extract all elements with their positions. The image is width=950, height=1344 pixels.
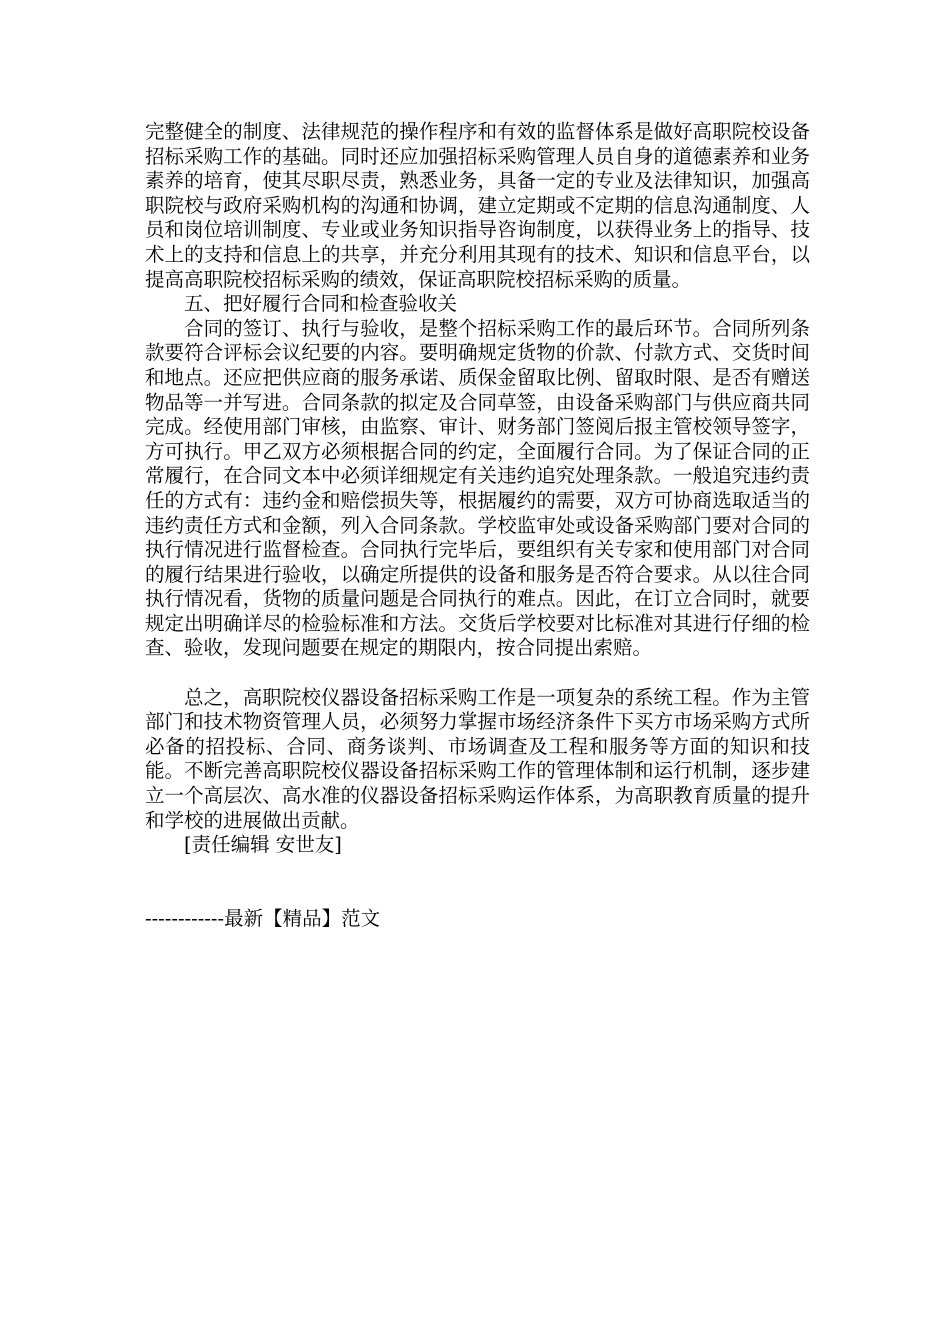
editor-credit: [责任编辑 安世友] xyxy=(184,833,342,857)
section-heading: 五、把好履行合同和检查验收关 xyxy=(184,292,458,316)
footer-text: ------------最新【精品】范文 xyxy=(145,906,381,930)
body-paragraph: 完整健全的制度、法律规范的操作程序和有效的监督体系是做好高职院校设备招标采购工作的基础。同时还应加强招标采购管理人员自身的道德素养和业务素养的培育，使其尽职尽责，熟悉业务，具备一定的专业及法律知识，加强高职院校与政府采购机构的沟通和协调，建立定期或不定期的信息沟通制度、人员和岗位培训制度、专业或业务知识指导咨询制度，以获得业务上的指导、技术上的支持和信息上的共享，并充分利用其现有的技术、知识和信息平台，以提高高职院校招标采购的绩效，保证高职院校招标采购的质量。 xyxy=(145,120,810,291)
document-page xyxy=(145,120,810,931)
body-paragraph: 合同的签订、执行与验收，是整个招标采购工作的最后环节。合同所列条款要符合评标会议纪要的内容。要明确规定货物的价款、付款方式、交货时间和地点。还应把供应商的服务承诺、质保金留取比例、留取时限、是否有赠送物品等一并写进。合同条款的拟定及合同草签，由设备采购部门与供应商共同完成。经使用部门审核，由监察、审计、财务部门签阅后报主管校领导签字，方可执行。甲乙双方必须根据合同的约定，全面履行合同。为了保证合同的正常履行，在合同文本中必须详细规定有关违约追究处理条款。一般追究违约责任的方式有：违约金和赔偿损失等，根据履约的需要，双方可协商选取适当的违约责任方式和金额，列入合同条款。学校监审处或设备采购部门要对合同的执行情况进行监督检查。合同执行完毕后，要组织有关专家和使用部门对合同的履行结果进行验收，以确定所提供的设备和服务是否符合要求。从以往合同执行情况看，货物的质量问题是合同执行的难点。因此，在订立合同时，就要规定出明确详尽的检验标准和方法。交货后学校要对比标准对其进行仔细的检查、验收，发现问题要在规定的期限内，按合同提出索赔。 xyxy=(145,316,810,660)
body-paragraph: 总之，高职院校仪器设备招标采购工作是一项复杂的系统工程。作为主管部门和技术物资管理人员，必须努力掌握市场经济条件下买方市场采购方式所必备的招投标、合同、商务谈判、市场调查及工程和服务等方面的知识和技能。不断完善高职院校仪器设备招标采购工作的管理体制和运行机制，逐步建立一个高层次、高水准的仪器设备招标采购运作体系，为高职教育质量的提升和学校的进展做出贡献。 xyxy=(145,685,810,832)
paragraph-spacer xyxy=(145,661,810,686)
